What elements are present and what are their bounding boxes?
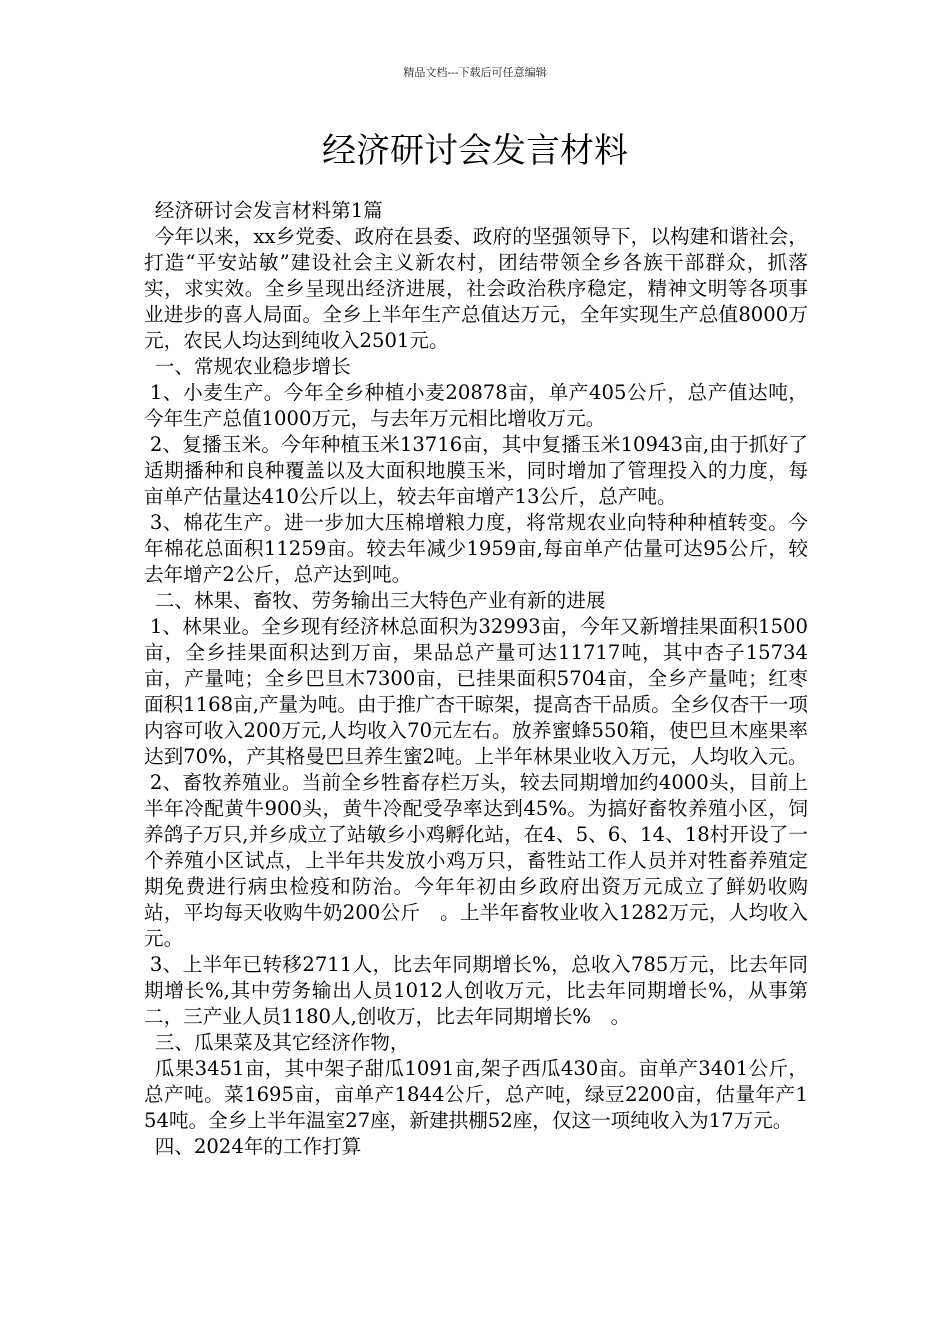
header-note: 精品文档---下载后可任意编辑: [403, 66, 547, 79]
paragraph: 2、畜牧养殖业。当前全乡牲畜存栏万头，较去同期增加约4000头，目前上半年冷配黄牛900头，黄牛冷配受孕率达到45%。为搞好畜牧养殖小区，饲养鸽子万只,并乡成立了站敏乡小鸡孵化站，在4、5、6、14、18村开设了一个养殖小区试点，上半年共发放小鸡万只，畜牲站工作人员并对牲畜养殖定期免费进行病虫检疫和防治。今年年初由乡政府出资万元成立了鲜奶收购站，平均每天收购牛奶200公斤 。上半年畜牧业收入1282万元，人均收入元。: [144, 771, 808, 950]
document-body: [144, 198, 808, 1160]
paragraph: 1、林果业。全乡现有经济林总面积为32993亩，今年又新增挂果面积1500亩，全乡挂果面积达到万亩，果品总产量可达11717吨，其中杏子15734亩，产量吨；全乡巴旦木7300亩，已挂果面积5704亩，全乡产量吨；红枣面积1168亩,产量为吨。由于推广杏干晾架，提高杏干品质。全乡仅杏干一项内容可收入200万元,人均收入70元左右。放养蜜蜂550箱，使巴旦木座果率达到70%，产其格曼巴旦养生蜜2吨。上半年林果业收入万元，人均收入元。: [144, 615, 808, 768]
paragraph: 1、小麦生产。今年全乡种植小麦20878亩，单产405公斤，总产值达吨，今年生产总值1000万元，与去年万元相比增收万元。: [144, 381, 808, 430]
paragraph: 3、棉花生产。进一步加大压棉增粮力度，将常规农业向特种种植转变。今年棉花总面积11259亩。较去年减少1959亩,每亩单产估量可达95公斤，较去年增产2公斤，总产达到吨。: [144, 511, 808, 586]
paragraph: 瓜果3451亩，其中架子甜瓜1091亩,架子西瓜430亩。亩单产3401公斤，总产吨。菜1695亩，亩单产1844公斤，总产吨，绿豆2200亩，估量年产154吨。全乡上半年温室27座，新建拱棚52座，仅这一项纯收入为17万元。: [144, 1057, 808, 1132]
paragraph: 3、上半年已转移2711人，比去年同期增长%，总收入785万元，比去年同期增长%,其中劳务输出人员1012人创收万元，比去年同期增长%，从事第二，三产业人员1180人,创收万，比去年同期增长% 。: [144, 953, 808, 1028]
page-title: 经济研讨会发言材料: [322, 131, 628, 171]
paragraph: 今年以来，xx乡党委、政府在县委、政府的坚强领导下，以构建和谐社会，打造“平安站敏”建设社会主义新农村，团结带领全乡各族干部群众，抓落实，求实效。全乡呈现出经济进展，社会政治秩序稳定，精神文明等各项事业进步的喜人局面。全乡上半年生产总值达万元，全年实现生产总值8000万元，农民人均达到纯收入2501元。: [144, 225, 808, 352]
section-heading: 经济研讨会发言材料第1篇: [154, 199, 383, 222]
paragraph: 2、复播玉米。今年种植玉米13716亩，其中复播玉米10943亩,由于抓好了适期播种和良种覆盖以及大面积地膜玉米，同时增加了管理投入的力度，每亩单产估量达410公斤以上，较去年亩增产13公斤，总产吨。: [144, 433, 808, 508]
section-heading: 三、瓜果菜及其它经济作物，: [154, 1031, 410, 1054]
section-heading: 二、林果、畜牧、劳务输出三大特色产业有新的进展: [154, 589, 606, 612]
section-heading: 一、常规农业稳步增长: [154, 355, 351, 378]
section-heading: 四、2024年的工作打算: [154, 1135, 362, 1158]
